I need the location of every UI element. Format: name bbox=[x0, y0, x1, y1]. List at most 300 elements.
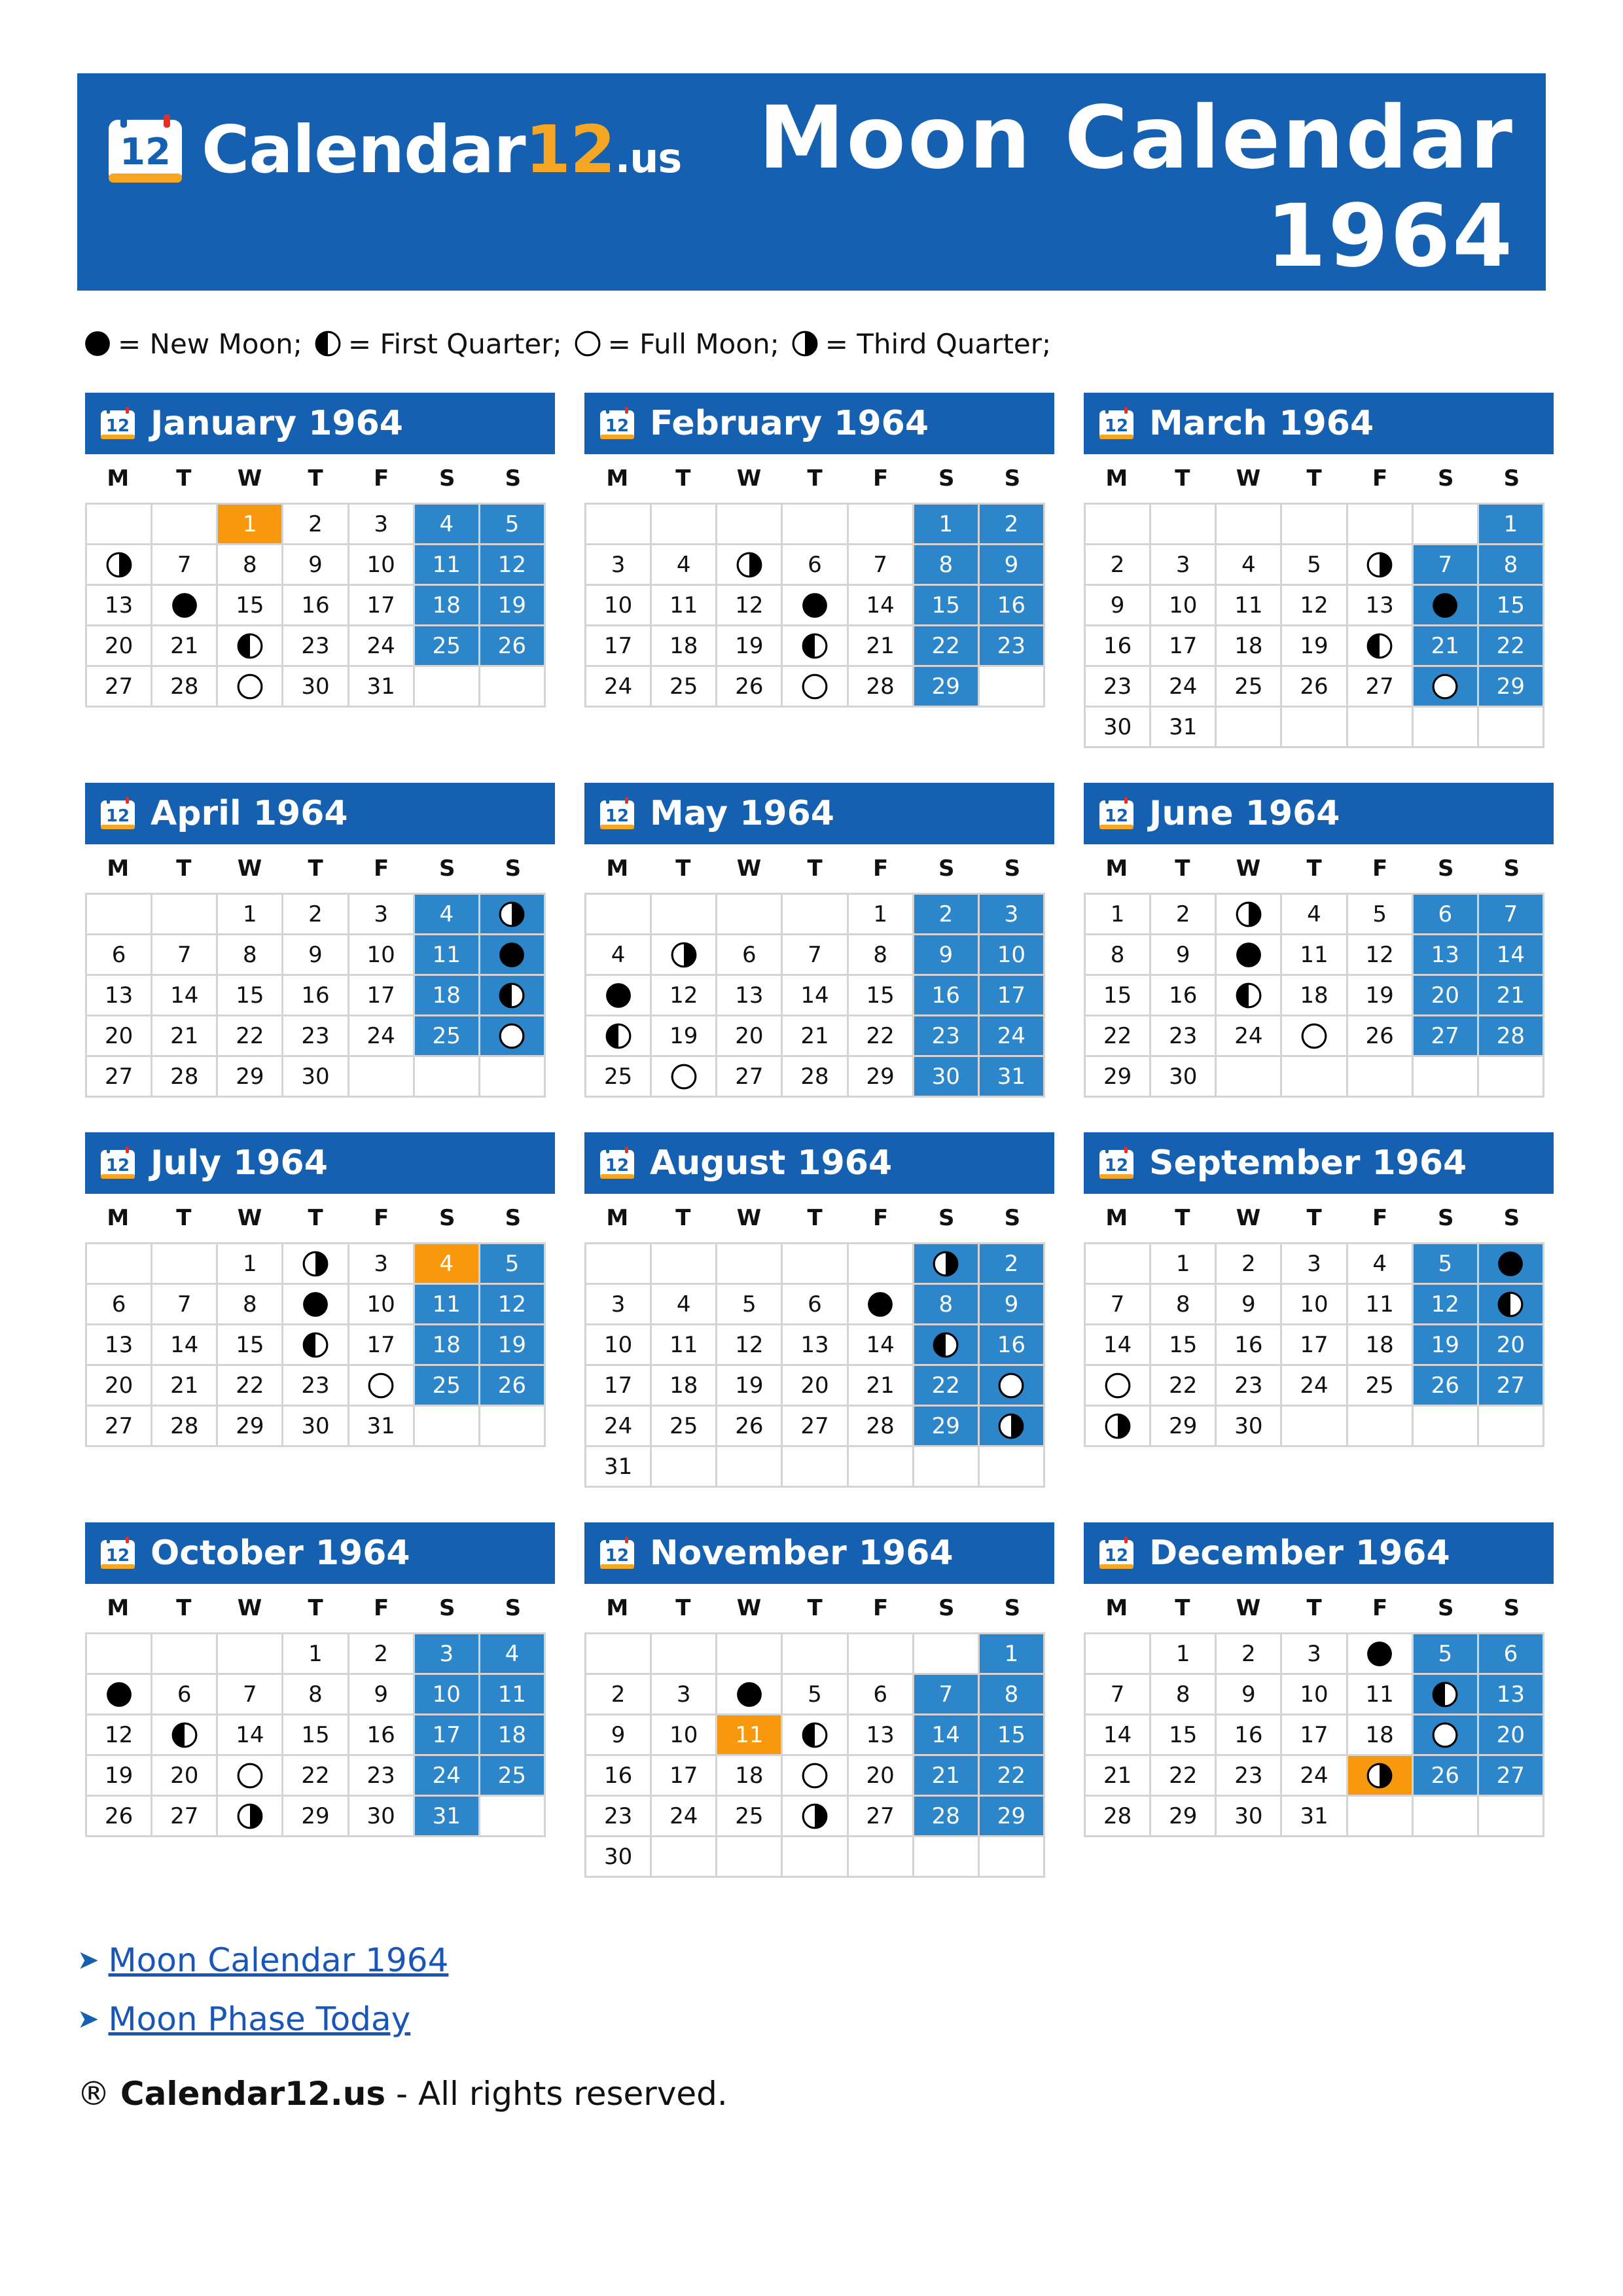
day-cell[interactable]: 15 bbox=[849, 976, 914, 1016]
day-cell[interactable]: 4 bbox=[415, 895, 480, 935]
day-cell[interactable]: 14 bbox=[914, 1715, 980, 1756]
day-cell[interactable]: 5 bbox=[1348, 895, 1414, 935]
day-cell[interactable]: 30 bbox=[283, 667, 349, 708]
day-cell[interactable]: 20 bbox=[783, 1366, 848, 1407]
day-cell[interactable]: 9 bbox=[914, 935, 980, 976]
day-cell[interactable]: 20 bbox=[152, 1756, 218, 1797]
day-cell[interactable]: 29 bbox=[914, 667, 980, 708]
day-cell[interactable]: 4 bbox=[415, 505, 480, 545]
day-cell[interactable] bbox=[283, 1285, 349, 1325]
day-cell[interactable]: 24 bbox=[1151, 667, 1217, 708]
day-cell[interactable]: 6 bbox=[1479, 1634, 1544, 1675]
day-cell[interactable]: 23 bbox=[1086, 667, 1151, 708]
day-cell[interactable]: 15 bbox=[218, 586, 283, 626]
day-cell[interactable]: 22 bbox=[218, 1366, 283, 1407]
day-cell[interactable]: 14 bbox=[849, 1325, 914, 1366]
day-cell[interactable]: 2 bbox=[914, 895, 980, 935]
day-cell[interactable]: 14 bbox=[1479, 935, 1544, 976]
day-cell[interactable]: 1 bbox=[283, 1634, 349, 1675]
day-cell[interactable] bbox=[1217, 895, 1282, 935]
day-cell[interactable]: 2 bbox=[980, 1244, 1045, 1285]
day-cell[interactable]: 28 bbox=[1086, 1797, 1151, 1837]
day-cell[interactable]: 7 bbox=[914, 1675, 980, 1715]
day-cell[interactable]: 16 bbox=[980, 1325, 1045, 1366]
day-cell[interactable] bbox=[1348, 1634, 1414, 1675]
day-cell[interactable]: 24 bbox=[586, 1407, 652, 1447]
day-cell[interactable] bbox=[480, 935, 546, 976]
day-cell[interactable]: 17 bbox=[586, 626, 652, 667]
day-cell[interactable]: 11 bbox=[415, 935, 480, 976]
day-cell[interactable]: 21 bbox=[152, 1016, 218, 1057]
day-cell[interactable]: 9 bbox=[1217, 1285, 1282, 1325]
day-cell[interactable]: 14 bbox=[152, 976, 218, 1016]
day-cell[interactable]: 26 bbox=[1414, 1366, 1479, 1407]
day-cell[interactable]: 9 bbox=[1217, 1675, 1282, 1715]
day-cell[interactable]: 2 bbox=[1151, 895, 1217, 935]
day-cell[interactable]: 1 bbox=[849, 895, 914, 935]
day-cell[interactable]: 23 bbox=[1151, 1016, 1217, 1057]
day-cell[interactable]: 20 bbox=[87, 626, 152, 667]
day-cell[interactable]: 28 bbox=[1479, 1016, 1544, 1057]
day-cell[interactable]: 23 bbox=[283, 1366, 349, 1407]
day-cell[interactable]: 27 bbox=[783, 1407, 848, 1447]
day-cell[interactable]: 16 bbox=[1217, 1325, 1282, 1366]
day-cell[interactable]: 8 bbox=[218, 1285, 283, 1325]
day-cell[interactable] bbox=[1479, 1285, 1544, 1325]
day-cell[interactable]: 13 bbox=[1414, 935, 1479, 976]
day-cell[interactable] bbox=[783, 1797, 848, 1837]
day-cell[interactable]: 26 bbox=[480, 626, 546, 667]
day-cell[interactable]: 11 bbox=[480, 1675, 546, 1715]
day-cell[interactable] bbox=[218, 667, 283, 708]
day-cell[interactable]: 16 bbox=[1086, 626, 1151, 667]
day-cell[interactable]: 10 bbox=[349, 935, 415, 976]
day-cell[interactable]: 17 bbox=[349, 976, 415, 1016]
day-cell[interactable]: 31 bbox=[1151, 708, 1217, 748]
day-cell[interactable]: 17 bbox=[415, 1715, 480, 1756]
day-cell[interactable]: 2 bbox=[349, 1634, 415, 1675]
day-cell[interactable] bbox=[1479, 1244, 1544, 1285]
day-cell[interactable]: 28 bbox=[152, 667, 218, 708]
day-cell[interactable]: 28 bbox=[152, 1407, 218, 1447]
day-cell[interactable]: 11 bbox=[717, 1715, 783, 1756]
day-cell[interactable]: 24 bbox=[415, 1756, 480, 1797]
day-cell[interactable]: 3 bbox=[586, 545, 652, 586]
day-cell[interactable] bbox=[717, 545, 783, 586]
day-cell[interactable]: 25 bbox=[480, 1756, 546, 1797]
day-cell[interactable]: 30 bbox=[1217, 1797, 1282, 1837]
day-cell[interactable]: 27 bbox=[849, 1797, 914, 1837]
day-cell[interactable]: 17 bbox=[1282, 1715, 1347, 1756]
day-cell[interactable]: 26 bbox=[1282, 667, 1347, 708]
day-cell[interactable]: 18 bbox=[652, 1366, 717, 1407]
day-cell[interactable]: 6 bbox=[87, 935, 152, 976]
day-cell[interactable]: 8 bbox=[1151, 1675, 1217, 1715]
day-cell[interactable]: 31 bbox=[349, 667, 415, 708]
day-cell[interactable]: 6 bbox=[783, 545, 848, 586]
day-cell[interactable] bbox=[1414, 1715, 1479, 1756]
day-cell[interactable]: 21 bbox=[783, 1016, 848, 1057]
day-cell[interactable]: 10 bbox=[1282, 1675, 1347, 1715]
day-cell[interactable]: 10 bbox=[1282, 1285, 1347, 1325]
day-cell[interactable]: 18 bbox=[1348, 1715, 1414, 1756]
day-cell[interactable]: 28 bbox=[914, 1797, 980, 1837]
day-cell[interactable]: 10 bbox=[415, 1675, 480, 1715]
day-cell[interactable]: 29 bbox=[283, 1797, 349, 1837]
day-cell[interactable]: 1 bbox=[1479, 505, 1544, 545]
day-cell[interactable]: 12 bbox=[652, 976, 717, 1016]
day-cell[interactable]: 8 bbox=[283, 1675, 349, 1715]
day-cell[interactable]: 31 bbox=[586, 1447, 652, 1488]
day-cell[interactable] bbox=[652, 935, 717, 976]
day-cell[interactable]: 13 bbox=[1479, 1675, 1544, 1715]
day-cell[interactable]: 30 bbox=[586, 1837, 652, 1878]
day-cell[interactable]: 9 bbox=[980, 545, 1045, 586]
day-cell[interactable]: 31 bbox=[980, 1057, 1045, 1098]
day-cell[interactable]: 15 bbox=[218, 976, 283, 1016]
day-cell[interactable]: 11 bbox=[1348, 1285, 1414, 1325]
day-cell[interactable]: 7 bbox=[783, 935, 848, 976]
day-cell[interactable]: 7 bbox=[1414, 545, 1479, 586]
day-cell[interactable]: 9 bbox=[1151, 935, 1217, 976]
day-cell[interactable]: 14 bbox=[783, 976, 848, 1016]
day-cell[interactable]: 20 bbox=[1479, 1715, 1544, 1756]
day-cell[interactable]: 21 bbox=[849, 1366, 914, 1407]
day-cell[interactable]: 13 bbox=[1348, 586, 1414, 626]
day-cell[interactable] bbox=[783, 667, 848, 708]
day-cell[interactable]: 7 bbox=[218, 1675, 283, 1715]
day-cell[interactable] bbox=[717, 1675, 783, 1715]
day-cell[interactable] bbox=[1414, 667, 1479, 708]
day-cell[interactable]: 10 bbox=[349, 545, 415, 586]
day-cell[interactable]: 24 bbox=[652, 1797, 717, 1837]
day-cell[interactable]: 16 bbox=[980, 586, 1045, 626]
day-cell[interactable]: 25 bbox=[717, 1797, 783, 1837]
day-cell[interactable] bbox=[1086, 1366, 1151, 1407]
day-cell[interactable]: 5 bbox=[1282, 545, 1347, 586]
day-cell[interactable]: 28 bbox=[152, 1057, 218, 1098]
day-cell[interactable]: 2 bbox=[1086, 545, 1151, 586]
day-cell[interactable]: 29 bbox=[1151, 1407, 1217, 1447]
day-cell[interactable]: 23 bbox=[283, 626, 349, 667]
day-cell[interactable]: 12 bbox=[717, 1325, 783, 1366]
day-cell[interactable]: 4 bbox=[652, 545, 717, 586]
day-cell[interactable]: 22 bbox=[218, 1016, 283, 1057]
day-cell[interactable]: 30 bbox=[914, 1057, 980, 1098]
day-cell[interactable] bbox=[349, 1366, 415, 1407]
day-cell[interactable]: 28 bbox=[783, 1057, 848, 1098]
day-cell[interactable]: 18 bbox=[415, 1325, 480, 1366]
day-cell[interactable]: 4 bbox=[586, 935, 652, 976]
day-cell[interactable]: 17 bbox=[349, 586, 415, 626]
day-cell[interactable]: 18 bbox=[415, 976, 480, 1016]
day-cell[interactable]: 15 bbox=[218, 1325, 283, 1366]
day-cell[interactable]: 30 bbox=[1086, 708, 1151, 748]
day-cell[interactable] bbox=[152, 586, 218, 626]
day-cell[interactable]: 24 bbox=[349, 1016, 415, 1057]
day-cell[interactable]: 19 bbox=[1348, 976, 1414, 1016]
day-cell[interactable]: 15 bbox=[914, 586, 980, 626]
day-cell[interactable]: 10 bbox=[1151, 586, 1217, 626]
day-cell[interactable]: 5 bbox=[717, 1285, 783, 1325]
day-cell[interactable]: 1 bbox=[1086, 895, 1151, 935]
day-cell[interactable]: 22 bbox=[1086, 1016, 1151, 1057]
day-cell[interactable]: 12 bbox=[480, 545, 546, 586]
day-cell[interactable]: 18 bbox=[652, 626, 717, 667]
day-cell[interactable]: 26 bbox=[480, 1366, 546, 1407]
day-cell[interactable]: 9 bbox=[980, 1285, 1045, 1325]
day-cell[interactable]: 12 bbox=[717, 586, 783, 626]
day-cell[interactable]: 3 bbox=[349, 1244, 415, 1285]
day-cell[interactable]: 10 bbox=[652, 1715, 717, 1756]
day-cell[interactable]: 15 bbox=[1479, 586, 1544, 626]
day-cell[interactable] bbox=[218, 1756, 283, 1797]
day-cell[interactable]: 30 bbox=[283, 1407, 349, 1447]
day-cell[interactable]: 22 bbox=[914, 626, 980, 667]
day-cell[interactable]: 21 bbox=[914, 1756, 980, 1797]
day-cell[interactable] bbox=[586, 976, 652, 1016]
day-cell[interactable]: 16 bbox=[283, 586, 349, 626]
day-cell[interactable] bbox=[783, 586, 848, 626]
day-cell[interactable]: 16 bbox=[914, 976, 980, 1016]
day-cell[interactable]: 12 bbox=[1282, 586, 1347, 626]
day-cell[interactable]: 29 bbox=[980, 1797, 1045, 1837]
day-cell[interactable]: 3 bbox=[349, 895, 415, 935]
day-cell[interactable]: 27 bbox=[1414, 1016, 1479, 1057]
day-cell[interactable]: 17 bbox=[980, 976, 1045, 1016]
day-cell[interactable]: 22 bbox=[283, 1756, 349, 1797]
day-cell[interactable]: 8 bbox=[218, 545, 283, 586]
day-cell[interactable]: 19 bbox=[480, 1325, 546, 1366]
day-cell[interactable]: 8 bbox=[1086, 935, 1151, 976]
day-cell[interactable] bbox=[480, 1016, 546, 1057]
day-cell[interactable]: 6 bbox=[152, 1675, 218, 1715]
day-cell[interactable]: 21 bbox=[1414, 626, 1479, 667]
day-cell[interactable]: 19 bbox=[480, 586, 546, 626]
day-cell[interactable]: 29 bbox=[218, 1407, 283, 1447]
day-cell[interactable] bbox=[1217, 976, 1282, 1016]
day-cell[interactable]: 22 bbox=[849, 1016, 914, 1057]
site-logo[interactable] bbox=[106, 110, 681, 188]
day-cell[interactable]: 7 bbox=[152, 1285, 218, 1325]
day-cell[interactable]: 25 bbox=[586, 1057, 652, 1098]
day-cell[interactable] bbox=[1348, 545, 1414, 586]
day-cell[interactable]: 28 bbox=[849, 1407, 914, 1447]
day-cell[interactable]: 20 bbox=[1479, 1325, 1544, 1366]
day-cell[interactable]: 15 bbox=[1086, 976, 1151, 1016]
day-cell[interactable]: 29 bbox=[914, 1407, 980, 1447]
day-cell[interactable]: 31 bbox=[415, 1797, 480, 1837]
day-cell[interactable]: 18 bbox=[1217, 626, 1282, 667]
day-cell[interactable]: 3 bbox=[980, 895, 1045, 935]
day-cell[interactable]: 3 bbox=[1151, 545, 1217, 586]
day-cell[interactable] bbox=[1348, 626, 1414, 667]
day-cell[interactable]: 22 bbox=[1479, 626, 1544, 667]
day-cell[interactable]: 23 bbox=[980, 626, 1045, 667]
day-cell[interactable]: 8 bbox=[218, 935, 283, 976]
day-cell[interactable]: 16 bbox=[586, 1756, 652, 1797]
day-cell[interactable]: 11 bbox=[652, 1325, 717, 1366]
day-cell[interactable] bbox=[980, 1366, 1045, 1407]
day-cell[interactable] bbox=[480, 895, 546, 935]
day-cell[interactable]: 25 bbox=[1217, 667, 1282, 708]
day-cell[interactable]: 6 bbox=[87, 1285, 152, 1325]
day-cell[interactable]: 29 bbox=[1086, 1057, 1151, 1098]
day-cell[interactable]: 29 bbox=[849, 1057, 914, 1098]
day-cell[interactable]: 17 bbox=[1282, 1325, 1347, 1366]
day-cell[interactable]: 6 bbox=[1414, 895, 1479, 935]
day-cell[interactable]: 13 bbox=[849, 1715, 914, 1756]
day-cell[interactable]: 22 bbox=[1151, 1366, 1217, 1407]
day-cell[interactable]: 31 bbox=[1282, 1797, 1347, 1837]
day-cell[interactable]: 10 bbox=[586, 586, 652, 626]
day-cell[interactable] bbox=[914, 1325, 980, 1366]
day-cell[interactable]: 2 bbox=[283, 505, 349, 545]
day-cell[interactable]: 27 bbox=[717, 1057, 783, 1098]
day-cell[interactable]: 9 bbox=[283, 545, 349, 586]
day-cell[interactable]: 23 bbox=[1217, 1366, 1282, 1407]
day-cell[interactable]: 3 bbox=[586, 1285, 652, 1325]
day-cell[interactable]: 10 bbox=[980, 935, 1045, 976]
day-cell[interactable]: 12 bbox=[1348, 935, 1414, 976]
day-cell[interactable]: 29 bbox=[1151, 1797, 1217, 1837]
day-cell[interactable] bbox=[783, 1756, 848, 1797]
day-cell[interactable]: 7 bbox=[152, 545, 218, 586]
day-cell[interactable] bbox=[1282, 1016, 1347, 1057]
day-cell[interactable] bbox=[849, 1285, 914, 1325]
moon-calendar-link[interactable]: Moon Calendar 1964 bbox=[108, 1941, 449, 1979]
day-cell[interactable]: 14 bbox=[1086, 1325, 1151, 1366]
day-cell[interactable]: 3 bbox=[1282, 1634, 1347, 1675]
day-cell[interactable] bbox=[283, 1244, 349, 1285]
day-cell[interactable]: 5 bbox=[1414, 1634, 1479, 1675]
day-cell[interactable]: 23 bbox=[914, 1016, 980, 1057]
day-cell[interactable]: 15 bbox=[1151, 1325, 1217, 1366]
day-cell[interactable]: 13 bbox=[87, 1325, 152, 1366]
day-cell[interactable]: 19 bbox=[652, 1016, 717, 1057]
day-cell[interactable]: 9 bbox=[1086, 586, 1151, 626]
moon-phase-today-link[interactable]: Moon Phase Today bbox=[108, 2000, 411, 2038]
day-cell[interactable]: 2 bbox=[980, 505, 1045, 545]
day-cell[interactable]: 6 bbox=[717, 935, 783, 976]
day-cell[interactable]: 1 bbox=[218, 505, 283, 545]
day-cell[interactable] bbox=[218, 1797, 283, 1837]
day-cell[interactable]: 22 bbox=[980, 1756, 1045, 1797]
day-cell[interactable]: 8 bbox=[1479, 545, 1544, 586]
day-cell[interactable]: 5 bbox=[480, 1244, 546, 1285]
day-cell[interactable]: 28 bbox=[849, 667, 914, 708]
day-cell[interactable]: 30 bbox=[1151, 1057, 1217, 1098]
day-cell[interactable]: 7 bbox=[1479, 895, 1544, 935]
day-cell[interactable]: 7 bbox=[1086, 1285, 1151, 1325]
day-cell[interactable]: 13 bbox=[717, 976, 783, 1016]
day-cell[interactable] bbox=[1348, 1756, 1414, 1797]
day-cell[interactable] bbox=[783, 1715, 848, 1756]
day-cell[interactable]: 25 bbox=[415, 1366, 480, 1407]
day-cell[interactable]: 11 bbox=[1282, 935, 1347, 976]
day-cell[interactable]: 12 bbox=[1414, 1285, 1479, 1325]
day-cell[interactable] bbox=[1086, 1407, 1151, 1447]
day-cell[interactable]: 27 bbox=[87, 667, 152, 708]
day-cell[interactable]: 4 bbox=[1348, 1244, 1414, 1285]
day-cell[interactable]: 15 bbox=[283, 1715, 349, 1756]
day-cell[interactable]: 18 bbox=[1348, 1325, 1414, 1366]
day-cell[interactable]: 18 bbox=[717, 1756, 783, 1797]
day-cell[interactable]: 11 bbox=[652, 586, 717, 626]
day-cell[interactable]: 13 bbox=[783, 1325, 848, 1366]
day-cell[interactable] bbox=[783, 626, 848, 667]
day-cell[interactable]: 25 bbox=[415, 1016, 480, 1057]
day-cell[interactable] bbox=[152, 1715, 218, 1756]
day-cell[interactable]: 11 bbox=[415, 1285, 480, 1325]
day-cell[interactable]: 22 bbox=[1151, 1756, 1217, 1797]
day-cell[interactable]: 30 bbox=[349, 1797, 415, 1837]
day-cell[interactable]: 12 bbox=[480, 1285, 546, 1325]
day-cell[interactable]: 3 bbox=[652, 1675, 717, 1715]
day-cell[interactable]: 15 bbox=[980, 1715, 1045, 1756]
day-cell[interactable]: 22 bbox=[914, 1366, 980, 1407]
day-cell[interactable]: 2 bbox=[283, 895, 349, 935]
day-cell[interactable]: 25 bbox=[652, 667, 717, 708]
day-cell[interactable]: 10 bbox=[349, 1285, 415, 1325]
day-cell[interactable] bbox=[1414, 1675, 1479, 1715]
day-cell[interactable]: 9 bbox=[283, 935, 349, 976]
day-cell[interactable] bbox=[87, 545, 152, 586]
day-cell[interactable]: 20 bbox=[849, 1756, 914, 1797]
day-cell[interactable]: 16 bbox=[1151, 976, 1217, 1016]
day-cell[interactable]: 11 bbox=[1217, 586, 1282, 626]
day-cell[interactable]: 18 bbox=[1282, 976, 1347, 1016]
day-cell[interactable]: 19 bbox=[1414, 1325, 1479, 1366]
day-cell[interactable]: 24 bbox=[980, 1016, 1045, 1057]
day-cell[interactable] bbox=[1414, 586, 1479, 626]
day-cell[interactable]: 3 bbox=[415, 1634, 480, 1675]
day-cell[interactable] bbox=[480, 976, 546, 1016]
day-cell[interactable]: 26 bbox=[717, 1407, 783, 1447]
day-cell[interactable]: 2 bbox=[1217, 1634, 1282, 1675]
day-cell[interactable]: 8 bbox=[914, 545, 980, 586]
day-cell[interactable]: 17 bbox=[652, 1756, 717, 1797]
day-cell[interactable]: 1 bbox=[218, 1244, 283, 1285]
day-cell[interactable]: 16 bbox=[349, 1715, 415, 1756]
day-cell[interactable]: 14 bbox=[1086, 1715, 1151, 1756]
day-cell[interactable] bbox=[652, 1057, 717, 1098]
day-cell[interactable]: 26 bbox=[1348, 1016, 1414, 1057]
day-cell[interactable]: 17 bbox=[1151, 626, 1217, 667]
day-cell[interactable]: 4 bbox=[652, 1285, 717, 1325]
day-cell[interactable]: 21 bbox=[1086, 1756, 1151, 1797]
day-cell[interactable]: 20 bbox=[717, 1016, 783, 1057]
day-cell[interactable]: 7 bbox=[152, 935, 218, 976]
day-cell[interactable]: 17 bbox=[349, 1325, 415, 1366]
day-cell[interactable]: 4 bbox=[1282, 895, 1347, 935]
day-cell[interactable]: 8 bbox=[980, 1675, 1045, 1715]
day-cell[interactable]: 19 bbox=[1282, 626, 1347, 667]
day-cell[interactable]: 26 bbox=[1414, 1756, 1479, 1797]
day-cell[interactable]: 14 bbox=[218, 1715, 283, 1756]
day-cell[interactable]: 9 bbox=[349, 1675, 415, 1715]
day-cell[interactable]: 5 bbox=[480, 505, 546, 545]
day-cell[interactable]: 27 bbox=[87, 1057, 152, 1098]
day-cell[interactable]: 4 bbox=[415, 1244, 480, 1285]
day-cell[interactable]: 2 bbox=[586, 1675, 652, 1715]
day-cell[interactable]: 31 bbox=[349, 1407, 415, 1447]
day-cell[interactable] bbox=[87, 1675, 152, 1715]
day-cell[interactable]: 29 bbox=[1479, 667, 1544, 708]
day-cell[interactable]: 16 bbox=[1217, 1715, 1282, 1756]
day-cell[interactable] bbox=[1217, 935, 1282, 976]
day-cell[interactable]: 8 bbox=[914, 1285, 980, 1325]
